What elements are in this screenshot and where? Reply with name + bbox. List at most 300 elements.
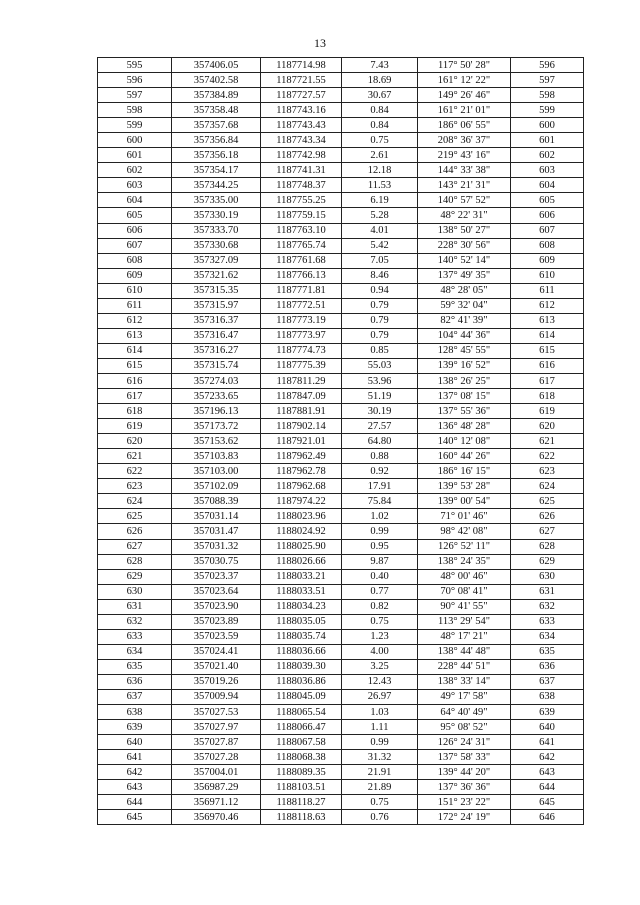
y-coordinate-cell: 1187902.14: [261, 419, 342, 434]
next-point-cell: 616: [511, 358, 584, 373]
next-point-cell: 632: [511, 599, 584, 614]
x-coordinate-cell: 357316.47: [172, 328, 261, 343]
y-coordinate-cell: 1187765.74: [261, 238, 342, 253]
next-point-cell: 619: [511, 404, 584, 419]
bearing-cell: 140° 12' 08": [418, 434, 511, 449]
x-coordinate-cell: 357024.41: [172, 644, 261, 659]
bearing-cell: 139° 00' 54": [418, 494, 511, 509]
distance-cell: 0.75: [342, 614, 418, 629]
distance-cell: 0.79: [342, 298, 418, 313]
distance-cell: 0.95: [342, 539, 418, 554]
x-coordinate-cell: 356970.46: [172, 810, 261, 825]
distance-cell: 12.18: [342, 163, 418, 178]
table-row: [98, 283, 584, 298]
x-coordinate-cell: 357023.64: [172, 584, 261, 599]
bearing-cell: 126° 52' 11": [418, 539, 511, 554]
y-coordinate-cell: 1187962.78: [261, 464, 342, 479]
distance-cell: 0.75: [342, 133, 418, 148]
next-point-cell: 598: [511, 88, 584, 103]
x-coordinate-cell: 357004.01: [172, 765, 261, 780]
bearing-cell: 161° 12' 22": [418, 73, 511, 88]
table-row: [98, 795, 584, 810]
point-number-cell: 641: [98, 750, 172, 765]
distance-cell: 5.42: [342, 238, 418, 253]
bearing-cell: 137° 55' 36": [418, 404, 511, 419]
next-point-cell: 615: [511, 343, 584, 358]
point-number-cell: 630: [98, 584, 172, 599]
bearing-cell: 140° 52' 14": [418, 253, 511, 268]
bearing-cell: 136° 48' 28": [418, 419, 511, 434]
next-point-cell: 622: [511, 449, 584, 464]
point-number-cell: 610: [98, 283, 172, 298]
point-number-cell: 624: [98, 494, 172, 509]
table-row: [98, 434, 584, 449]
table-row: [98, 464, 584, 479]
table-row: [98, 238, 584, 253]
distance-cell: 0.84: [342, 103, 418, 118]
point-number-cell: 614: [98, 343, 172, 358]
next-point-cell: 610: [511, 268, 584, 283]
y-coordinate-cell: 1188035.74: [261, 629, 342, 644]
bearing-cell: 48° 22' 31": [418, 208, 511, 223]
x-coordinate-cell: 357023.37: [172, 569, 261, 584]
distance-cell: 0.85: [342, 343, 418, 358]
table-row: [98, 720, 584, 735]
x-coordinate-cell: 357406.05: [172, 58, 261, 73]
distance-cell: 5.28: [342, 208, 418, 223]
point-number-cell: 615: [98, 358, 172, 373]
next-point-cell: 636: [511, 659, 584, 674]
table-row: [98, 223, 584, 238]
next-point-cell: 607: [511, 223, 584, 238]
distance-cell: 1.02: [342, 509, 418, 524]
x-coordinate-cell: 357027.28: [172, 750, 261, 765]
y-coordinate-cell: 1187847.09: [261, 389, 342, 404]
point-number-cell: 622: [98, 464, 172, 479]
point-number-cell: 620: [98, 434, 172, 449]
bearing-cell: 139° 53' 28": [418, 479, 511, 494]
point-number-cell: 634: [98, 644, 172, 659]
page-number: 13: [314, 36, 326, 50]
bearing-cell: 140° 57' 52": [418, 193, 511, 208]
bearing-cell: 70° 08' 41": [418, 584, 511, 599]
point-number-cell: 621: [98, 449, 172, 464]
x-coordinate-cell: 357315.74: [172, 358, 261, 373]
next-point-cell: 604: [511, 178, 584, 193]
point-number-cell: 631: [98, 599, 172, 614]
next-point-cell: 638: [511, 689, 584, 704]
point-number-cell: 635: [98, 659, 172, 674]
point-number-cell: 608: [98, 253, 172, 268]
y-coordinate-cell: 1188036.66: [261, 644, 342, 659]
table-row: [98, 810, 584, 825]
table-row: [98, 73, 584, 88]
table-row: [98, 268, 584, 283]
distance-cell: 0.94: [342, 283, 418, 298]
table-row: [98, 148, 584, 163]
point-number-cell: 645: [98, 810, 172, 825]
bearing-cell: 117° 50' 28": [418, 58, 511, 73]
point-number-cell: 600: [98, 133, 172, 148]
bearing-cell: 48° 28' 05": [418, 283, 511, 298]
next-point-cell: 644: [511, 780, 584, 795]
next-point-cell: 621: [511, 434, 584, 449]
y-coordinate-cell: 1188036.86: [261, 674, 342, 689]
y-coordinate-cell: 1188033.51: [261, 584, 342, 599]
next-point-cell: 603: [511, 163, 584, 178]
distance-cell: 64.80: [342, 434, 418, 449]
table-row: [98, 313, 584, 328]
y-coordinate-cell: 1187743.43: [261, 118, 342, 133]
next-point-cell: 645: [511, 795, 584, 810]
point-number-cell: 616: [98, 373, 172, 388]
point-number-cell: 595: [98, 58, 172, 73]
distance-cell: 27.57: [342, 419, 418, 434]
table-row: [98, 389, 584, 404]
x-coordinate-cell: 357103.00: [172, 464, 261, 479]
y-coordinate-cell: 1187811.29: [261, 373, 342, 388]
next-point-cell: 637: [511, 674, 584, 689]
x-coordinate-cell: 357088.39: [172, 494, 261, 509]
next-point-cell: 613: [511, 313, 584, 328]
point-number-cell: 626: [98, 524, 172, 539]
y-coordinate-cell: 1188103.51: [261, 780, 342, 795]
point-number-cell: 604: [98, 193, 172, 208]
distance-cell: 0.76: [342, 810, 418, 825]
y-coordinate-cell: 1188045.09: [261, 689, 342, 704]
x-coordinate-cell: 357358.48: [172, 103, 261, 118]
x-coordinate-cell: 357021.40: [172, 659, 261, 674]
distance-cell: 0.99: [342, 735, 418, 750]
bearing-cell: 186° 16' 15": [418, 464, 511, 479]
next-point-cell: 630: [511, 569, 584, 584]
distance-cell: 0.82: [342, 599, 418, 614]
table-row: [98, 689, 584, 704]
x-coordinate-cell: 357356.84: [172, 133, 261, 148]
table-row: [98, 765, 584, 780]
bearing-cell: 95° 08' 52": [418, 720, 511, 735]
distance-cell: 1.03: [342, 705, 418, 720]
x-coordinate-cell: 357344.25: [172, 178, 261, 193]
y-coordinate-cell: 1187962.68: [261, 479, 342, 494]
next-point-cell: 614: [511, 328, 584, 343]
next-point-cell: 629: [511, 554, 584, 569]
distance-cell: 0.99: [342, 524, 418, 539]
x-coordinate-cell: 357173.72: [172, 419, 261, 434]
distance-cell: 4.01: [342, 223, 418, 238]
table-row: [98, 343, 584, 358]
point-number-cell: 602: [98, 163, 172, 178]
y-coordinate-cell: 1188066.47: [261, 720, 342, 735]
point-number-cell: 636: [98, 674, 172, 689]
x-coordinate-cell: 357023.90: [172, 599, 261, 614]
table-row: [98, 584, 584, 599]
next-point-cell: 635: [511, 644, 584, 659]
x-coordinate-cell: 357102.09: [172, 479, 261, 494]
next-point-cell: 600: [511, 118, 584, 133]
table-row: [98, 328, 584, 343]
y-coordinate-cell: 1187742.98: [261, 148, 342, 163]
next-point-cell: 642: [511, 750, 584, 765]
next-point-cell: 631: [511, 584, 584, 599]
table-row: [98, 208, 584, 223]
x-coordinate-cell: 357031.32: [172, 539, 261, 554]
distance-cell: 0.92: [342, 464, 418, 479]
table-row: [98, 373, 584, 388]
bearing-cell: 186° 06' 55": [418, 118, 511, 133]
y-coordinate-cell: 1187774.73: [261, 343, 342, 358]
x-coordinate-cell: 357233.65: [172, 389, 261, 404]
point-number-cell: 633: [98, 629, 172, 644]
distance-cell: 0.84: [342, 118, 418, 133]
point-number-cell: 598: [98, 103, 172, 118]
distance-cell: 0.40: [342, 569, 418, 584]
y-coordinate-cell: 1187766.13: [261, 268, 342, 283]
x-coordinate-cell: 356971.12: [172, 795, 261, 810]
point-number-cell: 603: [98, 178, 172, 193]
distance-cell: 30.67: [342, 88, 418, 103]
x-coordinate-cell: 357023.89: [172, 614, 261, 629]
next-point-cell: 627: [511, 524, 584, 539]
x-coordinate-cell: 357274.03: [172, 373, 261, 388]
x-coordinate-cell: 357330.19: [172, 208, 261, 223]
bearing-cell: 138° 50' 27": [418, 223, 511, 238]
y-coordinate-cell: 1188118.63: [261, 810, 342, 825]
point-number-cell: 606: [98, 223, 172, 238]
distance-cell: 1.11: [342, 720, 418, 735]
y-coordinate-cell: 1187721.55: [261, 73, 342, 88]
x-coordinate-cell: 357330.68: [172, 238, 261, 253]
table-row: [98, 644, 584, 659]
y-coordinate-cell: 1188024.92: [261, 524, 342, 539]
bearing-cell: 48° 00' 46": [418, 569, 511, 584]
y-coordinate-cell: 1188067.58: [261, 735, 342, 750]
table-row: [98, 629, 584, 644]
next-point-cell: 628: [511, 539, 584, 554]
bearing-cell: 137° 49' 35": [418, 268, 511, 283]
next-point-cell: 611: [511, 283, 584, 298]
y-coordinate-cell: 1187743.34: [261, 133, 342, 148]
x-coordinate-cell: 357402.58: [172, 73, 261, 88]
distance-cell: 7.43: [342, 58, 418, 73]
distance-cell: 21.89: [342, 780, 418, 795]
point-number-cell: 623: [98, 479, 172, 494]
y-coordinate-cell: 1187743.16: [261, 103, 342, 118]
table-row: [98, 178, 584, 193]
distance-cell: 51.19: [342, 389, 418, 404]
bearing-cell: 228° 30' 56": [418, 238, 511, 253]
x-coordinate-cell: 357321.62: [172, 268, 261, 283]
y-coordinate-cell: 1188023.96: [261, 509, 342, 524]
next-point-cell: 609: [511, 253, 584, 268]
y-coordinate-cell: 1188118.27: [261, 795, 342, 810]
table-row: [98, 358, 584, 373]
table-row: [98, 118, 584, 133]
table-row: [98, 163, 584, 178]
x-coordinate-cell: 357009.94: [172, 689, 261, 704]
table-row: [98, 705, 584, 720]
y-coordinate-cell: 1188034.23: [261, 599, 342, 614]
y-coordinate-cell: 1187775.39: [261, 358, 342, 373]
point-number-cell: 637: [98, 689, 172, 704]
next-point-cell: 633: [511, 614, 584, 629]
next-point-cell: 634: [511, 629, 584, 644]
y-coordinate-cell: 1188025.90: [261, 539, 342, 554]
y-coordinate-cell: 1187921.01: [261, 434, 342, 449]
bearing-cell: 160° 44' 26": [418, 449, 511, 464]
y-coordinate-cell: 1187974.22: [261, 494, 342, 509]
x-coordinate-cell: 357327.09: [172, 253, 261, 268]
x-coordinate-cell: 357027.97: [172, 720, 261, 735]
next-point-cell: 602: [511, 148, 584, 163]
next-point-cell: 597: [511, 73, 584, 88]
y-coordinate-cell: 1187714.98: [261, 58, 342, 73]
table-row: [98, 524, 584, 539]
point-number-cell: 609: [98, 268, 172, 283]
point-number-cell: 640: [98, 735, 172, 750]
bearing-cell: 172° 24' 19": [418, 810, 511, 825]
table-row: [98, 419, 584, 434]
distance-cell: 53.96: [342, 373, 418, 388]
table-row: [98, 193, 584, 208]
bearing-cell: 138° 44' 48": [418, 644, 511, 659]
point-number-cell: 628: [98, 554, 172, 569]
x-coordinate-cell: 357196.13: [172, 404, 261, 419]
distance-cell: 55.03: [342, 358, 418, 373]
next-point-cell: 618: [511, 389, 584, 404]
x-coordinate-cell: 357316.27: [172, 343, 261, 358]
x-coordinate-cell: 357315.97: [172, 298, 261, 313]
next-point-cell: 624: [511, 479, 584, 494]
distance-cell: 31.32: [342, 750, 418, 765]
next-point-cell: 623: [511, 464, 584, 479]
point-number-cell: 613: [98, 328, 172, 343]
distance-cell: 1.23: [342, 629, 418, 644]
point-number-cell: 597: [98, 88, 172, 103]
next-point-cell: 617: [511, 373, 584, 388]
bearing-cell: 143° 21' 31": [418, 178, 511, 193]
point-number-cell: 643: [98, 780, 172, 795]
bearing-cell: 139° 44' 20": [418, 765, 511, 780]
x-coordinate-cell: 357023.59: [172, 629, 261, 644]
point-number-cell: 607: [98, 238, 172, 253]
distance-cell: 3.25: [342, 659, 418, 674]
point-number-cell: 617: [98, 389, 172, 404]
table-row: [98, 479, 584, 494]
next-point-cell: 601: [511, 133, 584, 148]
y-coordinate-cell: 1187761.68: [261, 253, 342, 268]
point-number-cell: 639: [98, 720, 172, 735]
table-row: [98, 103, 584, 118]
point-number-cell: 612: [98, 313, 172, 328]
bearing-cell: 126° 24' 31": [418, 735, 511, 750]
bearing-cell: 48° 17' 21": [418, 629, 511, 644]
x-coordinate-cell: 357027.53: [172, 705, 261, 720]
distance-cell: 7.05: [342, 253, 418, 268]
point-number-cell: 611: [98, 298, 172, 313]
bearing-cell: 90° 41' 55": [418, 599, 511, 614]
distance-cell: 6.19: [342, 193, 418, 208]
next-point-cell: 605: [511, 193, 584, 208]
y-coordinate-cell: 1187962.49: [261, 449, 342, 464]
x-coordinate-cell: 357027.87: [172, 735, 261, 750]
table-row: [98, 133, 584, 148]
x-coordinate-cell: 357153.62: [172, 434, 261, 449]
y-coordinate-cell: 1187881.91: [261, 404, 342, 419]
bearing-cell: 139° 16' 52": [418, 358, 511, 373]
next-point-cell: 599: [511, 103, 584, 118]
y-coordinate-cell: 1187755.25: [261, 193, 342, 208]
distance-cell: 0.88: [342, 449, 418, 464]
y-coordinate-cell: 1187727.57: [261, 88, 342, 103]
y-coordinate-cell: 1188035.05: [261, 614, 342, 629]
table-row: [98, 614, 584, 629]
y-coordinate-cell: 1187763.10: [261, 223, 342, 238]
y-coordinate-cell: 1187748.37: [261, 178, 342, 193]
bearing-cell: 138° 26' 25": [418, 373, 511, 388]
x-coordinate-cell: 357315.35: [172, 283, 261, 298]
point-number-cell: 599: [98, 118, 172, 133]
distance-cell: 2.61: [342, 148, 418, 163]
x-coordinate-cell: 357316.37: [172, 313, 261, 328]
y-coordinate-cell: 1188089.35: [261, 765, 342, 780]
table-row: [98, 780, 584, 795]
bearing-cell: 49° 17' 58": [418, 689, 511, 704]
bearing-cell: 149° 26' 46": [418, 88, 511, 103]
x-coordinate-cell: 357356.18: [172, 148, 261, 163]
distance-cell: 8.46: [342, 268, 418, 283]
point-number-cell: 632: [98, 614, 172, 629]
x-coordinate-cell: 357384.89: [172, 88, 261, 103]
table-row: [98, 569, 584, 584]
y-coordinate-cell: 1188065.54: [261, 705, 342, 720]
bearing-cell: 104° 44' 36": [418, 328, 511, 343]
distance-cell: 0.75: [342, 795, 418, 810]
table-row: [98, 735, 584, 750]
bearing-cell: 219° 43' 16": [418, 148, 511, 163]
y-coordinate-cell: 1187772.51: [261, 298, 342, 313]
bearing-cell: 228° 44' 51": [418, 659, 511, 674]
bearing-cell: 161° 21' 01": [418, 103, 511, 118]
table-row: [98, 674, 584, 689]
y-coordinate-cell: 1187771.81: [261, 283, 342, 298]
distance-cell: 0.79: [342, 313, 418, 328]
table-row: [98, 750, 584, 765]
y-coordinate-cell: 1187741.31: [261, 163, 342, 178]
x-coordinate-cell: 357333.70: [172, 223, 261, 238]
next-point-cell: 596: [511, 58, 584, 73]
point-number-cell: 644: [98, 795, 172, 810]
bearing-cell: 144° 33' 38": [418, 163, 511, 178]
table-row: [98, 599, 584, 614]
next-point-cell: 643: [511, 765, 584, 780]
bearing-cell: 137° 58' 33": [418, 750, 511, 765]
table-row: [98, 449, 584, 464]
bearing-cell: 151° 23' 22": [418, 795, 511, 810]
distance-cell: 11.53: [342, 178, 418, 193]
next-point-cell: 639: [511, 705, 584, 720]
x-coordinate-cell: 357019.26: [172, 674, 261, 689]
next-point-cell: 608: [511, 238, 584, 253]
table-row: [98, 253, 584, 268]
x-coordinate-cell: 356987.29: [172, 780, 261, 795]
table-row: [98, 509, 584, 524]
point-number-cell: 618: [98, 404, 172, 419]
y-coordinate-cell: 1188026.66: [261, 554, 342, 569]
y-coordinate-cell: 1188033.21: [261, 569, 342, 584]
y-coordinate-cell: 1187773.19: [261, 313, 342, 328]
point-number-cell: 601: [98, 148, 172, 163]
